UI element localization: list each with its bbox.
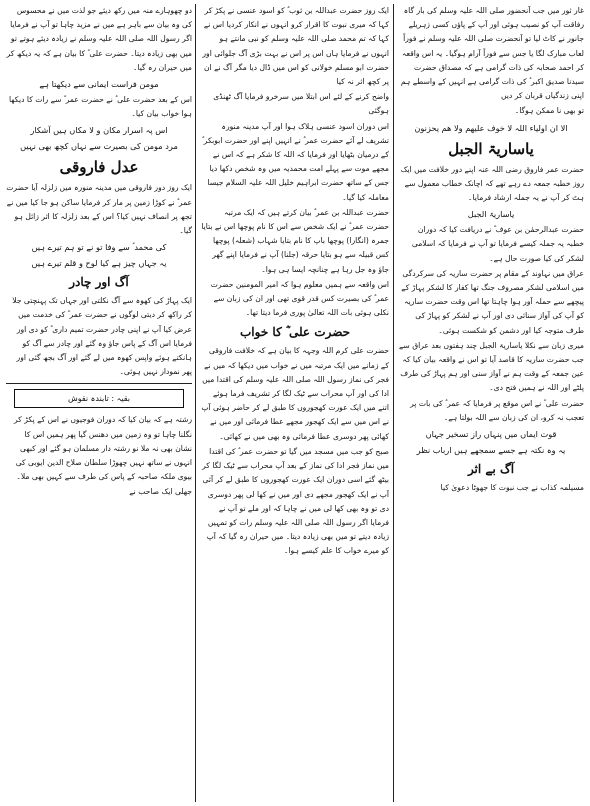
paragraph: اس واقعہ سے ہمیں معلوم ہوا کہ امیر المومنین حضرت عمر ؓ کی بصیرت کس قدر قوی تھی اور ان کی زبان سے نکلی ہوئی بات اللہ تعالیٰ پوری فرما دیتا تھا۔ <box>210 279 389 318</box>
verse: الا ان اولیاء اللہ لا خوف علیھم ولا ھم یحزنون <box>414 122 568 133</box>
poem-line: قوت ایماں میں پنہاں راز تسخیر جہاں <box>425 429 557 440</box>
paragraph: حضرت عمر فاروق رضی اللہ عنہ اپنے دور خلافت میں ایک روز خطبہ جمعہ دے رہے تھے کہ اچانک خطاب معمول سے ہٹ کر آپ نے یہ جملہ ارشاد فرمایا۔ <box>400 164 584 203</box>
column-divider <box>195 4 196 802</box>
paragraph: غار ثور میں جب آنحضور صلی اللہ علیہ وسلم کی بار گاہ رفاقت آپ کو نصیب ہوئی اور آپ کے پاؤں کسی زہریلے جانور نے کاٹ لیا تو آنحضرت صلی اللہ علیہ وسلم نے فوراً لعاب مبارک لگا یا جس سے فوراً آرام ہوگیا۔ یہ اس واقعہ کر احمد صحابہ کی ذات گرامی ہے کہ مصداق حضرت سیدنا صدیق اکبر ؓ کی ذات گرامی ہے انہیں کے واسطے ہم اپنی زندگیاں قربان کر دیں <box>400 6 584 101</box>
paragraph: رشتہ ہے کہ بیان کیا کہ دوران فوجیوں نے اس کے پکڑ کر نگلنا چاہا تو وہ زمین میں دھنس گیا پھر ہمیں اس کا نشان بھی نہ ملا نو رشتہ دار مسلمان ہو گئے اور کبھی انہوں نے ساتھ نہیں چھوڑا سلطان صلاح الدین ایوبی کی بیوی ملکہ صاحبہ کے پاس کی طرف سے کہیں بھی ملا۔ <box>13 415 192 482</box>
middle-column <box>201 4 389 802</box>
paragraph: تو بھی نا ممکن ہوگا۔ <box>514 106 584 116</box>
paragraph: مسیلمہ کذاب نے جب نبوت کا جھوٹا دعویٰ کیا <box>440 483 584 493</box>
quote: یاساریۃ الجبل <box>467 209 515 220</box>
paragraph: اس کے بعد حضرت علی ؓ نے حضرت عمر ؓ سے رات کا دیکھا ہوا خواب بیان کیا۔ <box>8 95 192 119</box>
paragraph: ایک روز دور فاروقی میں مدینہ منورہ میں زلزلہ آیا حضرت عمر ؓ نے کوڑا زمین پر مار کر فرمایا ساکن ہو جا کیا میں نے تجھ پر انصاف نہیں کیا؟ اس کے بعد زلزلہ کا اثر زائل ہو گیا۔ <box>6 183 192 236</box>
quote: مومن فراست ایمانی سے دیکھتا ہے <box>39 79 159 90</box>
paragraph: واضح کرنے کے لئے اس ابتلا میں سرخرو فرمایا آگ ٹھنڈی ہوگئی <box>213 92 389 116</box>
paragraph: حضرت علی ؓ نے اس موقع پر فرمایا کہ عمر ؓ کی بات پر تعجب نہ کرو، ان کی زبان سے اللہ بولتا ہے۔ <box>410 398 584 422</box>
paragraph: حضرت عبداللہ بن عمر ؓ بیان کرتے ہیں کہ ایک مرتبہ حضرت عمر ؓ نے ایک شخص سے اس کا نام پوچھا اس نے بتایا جمرہ (انگارا) پوچھا باپ کا نام بتایا شہاب (شعلہ) پوچھا کس قبیلہ سے ہو بتایا حرقہ (جلنا) آپ نے فرمایا اپنے گھر جاؤ وہ جل رہا ہے چنانچہ ایسا ہی ہوا۔ <box>201 207 389 274</box>
section-heading: آگ بے اثر <box>467 462 515 477</box>
paragraph: صبح کو جب میں مسجد میں گیا تو حضرت عمر ؓ کی اقتدا میں نماز فجر ادا کی نماز کے بعد آپ محراب سے ٹیک لگا کر بیٹھ گئے اسی دوران ایک عورت کھجوروں کا طبق لے کر آئی آپ نے ایک کھجور مجھے دی اور میں نے کھا لی پھر دوسری دی تو وہ بھی کھا لی میں نے چاہا کہ اور ملے تو آپ نے فرمایا اگر رسول اللہ صلی اللہ علیہ وسلم رات کو تمہیں زیادہ دیتے تو میں بھی زیادہ دیتا۔ میں حیران رہ گیا کہ آپ کو میرے خواب کا علم کیسے ہوا۔ <box>202 446 389 556</box>
poem-line: یہ جہاں چیز ہے کیا لوح و قلم تیرے ہیں <box>31 258 167 269</box>
section-heading: یاساریۃ الجبل <box>448 139 534 158</box>
divider <box>6 383 192 384</box>
section-heading: حضرت علی ؓ کا خواب <box>239 325 351 340</box>
paragraph: عراق میں نہاوند کے مقام پر حضرت ساریہ کی سرکردگی میں اسلامی لشکر مصروف جنگ تھا کفار کا لشکر پہاڑ کے پیچھے سے حملہ آور ہوا چاہتا تھا اس وقت حضرت ساریہ کو آپ کی آواز سنائی دی اور آپ نے لشکر کو پہاڑ کی طرف متوجہ کیا اور دشمن کو شکست ہوئی۔ <box>401 268 584 335</box>
section-heading: عدل فاروقی <box>59 158 139 177</box>
paragraph: میری زبان سے نکلا یاساریۃ الجبل چند ہفتوں بعد عراق سے جب حضرت ساریہ کا قاصد آیا تو اس نے واقعہ بیان کیا کہ عین جمعہ کے وقت ہم نے آواز سنی اور ہم پہاڑ کی طرف پلٹے اور اللہ نے ہمیں فتح دی۔ <box>398 340 584 393</box>
paragraph: ایک پہاڑ کی کھوہ سے آگ نکلتی اور جہاں تک پہنچتی جلا کر راکھ کر دیتی لوگوں نے حضرت عمر ؓ کی خدمت میں عرض کیا آپ نے اپنی چادر حضرت تمیم داری ؓ کو دی اور فرمایا اس آگ کے پاس جاؤ وہ گئے اور چادر سے آگ کو ہانکتے ہوئے واپس کھوہ میں لے گئے اور آگ بجھ گئی اور پھر نمودار نہیں ہوئی۔ <box>12 296 192 377</box>
right-column <box>398 4 584 802</box>
paragraph: حضرت علی کرم اللہ وجہہ کا بیان ہے کہ خلافت فاروقی کے زمانے میں ایک مرتبہ میں نے خواب میں دیکھا کہ میں نے فجر کی نماز رسول اللہ صلی اللہ علیہ وسلم کی اقتدا میں ادا کی اور آپ محراب سے ٹیک لگا کر تشریف فرما ہوئے اتنے میں ایک عورت کھجوروں کا طبق لے کر حاضر ہوئی آپ نے اس میں سے ایک کھجور مجھے عطا فرمائی اور میں نے کھائی پھر دوسری عطا فرمائی وہ بھی میں نے کھائی۔ <box>201 346 389 441</box>
paragraph: اس دوران اسود عنسی ہلاک ہوا اور آپ مدینہ منورہ تشریف لے آئے حضرت عمر ؓ نے انہیں اپنے اور حضرت ابوبکر ؓ کے درمیان بٹھایا اور فرمایا کہ اللہ کا شکر ہے کہ اس نے مجھے موت سے پہلے امت محمدیہ میں وہ شخص دکھا دیا جس کے ساتھ حضرت ابراہیم خلیل اللہ علیہ السلام جیسا معاملہ کیا گیا۔ <box>201 121 389 202</box>
magazine-page <box>6 4 584 802</box>
column-divider <box>393 4 394 802</box>
poem-line: اس پہ اسرار مکان و لا مکاں ہیں آشکار <box>30 125 168 136</box>
paragraph: ایک روز حضرت عبداللہ بن ثوب ؓ کو اسود عنسی نے پکڑ کر کہا کہ میری نبوت کا اقرار کرو انہوں نے انکار کردیا اس نے کہا کہ تم محمد صلی اللہ علیہ وسلم کو نبی مانتے ہو انہوں نے فرمایا ہاں اس پر اس نے بہت بڑی آگ جلوائی اور حضرت ابو مسلم خولانی کو اس میں ڈال دیا مگر آگ نے ان پر کچھ اثر نہ کیا <box>202 6 389 87</box>
section-heading: آگ اور چادر <box>69 275 129 290</box>
poem-line: کی محمد ؐ سے وفا تو نے تو ہم تیرے ہیں <box>31 242 167 253</box>
continuation-box: بقیہ : تابندہ نقوش <box>14 389 184 408</box>
poem-line: یہ وہ نکتہ ہے جسے سمجھے ہیں ارباب نظر <box>416 445 566 456</box>
left-column <box>6 4 192 802</box>
poem-line: مرد مومن کی بصیرت سے نہاں کچھ بھی نہیں <box>20 141 178 152</box>
paragraph: حضرت عبدالرحمٰن بن عوف ؓ نے دریافت کیا کہ دوران خطبہ یہ جملہ کیسے فرمایا تو آپ نے فرمایا کہ اسلامی لشکر کی کیا صورت حال ہے۔ <box>411 225 584 263</box>
paragraph: دو چھوہارے منہ میں رکھ دیئے جو لذت میں نے محسوس کی وہ بیان سے باہر ہے میں نے مزید چاہا تو آپ نے فرمایا اگر رسول اللہ صلی اللہ علیہ وسلم نے زیادہ دیئے ہوتے تو میں بھی زیادہ دیتا۔ حضرت علی ؓ کا بیان ہے کہ یہ دیکھ کر میں حیران رہ گیا۔ <box>6 6 192 72</box>
paragraph: جھلی ایک صاحب نے <box>129 487 192 497</box>
